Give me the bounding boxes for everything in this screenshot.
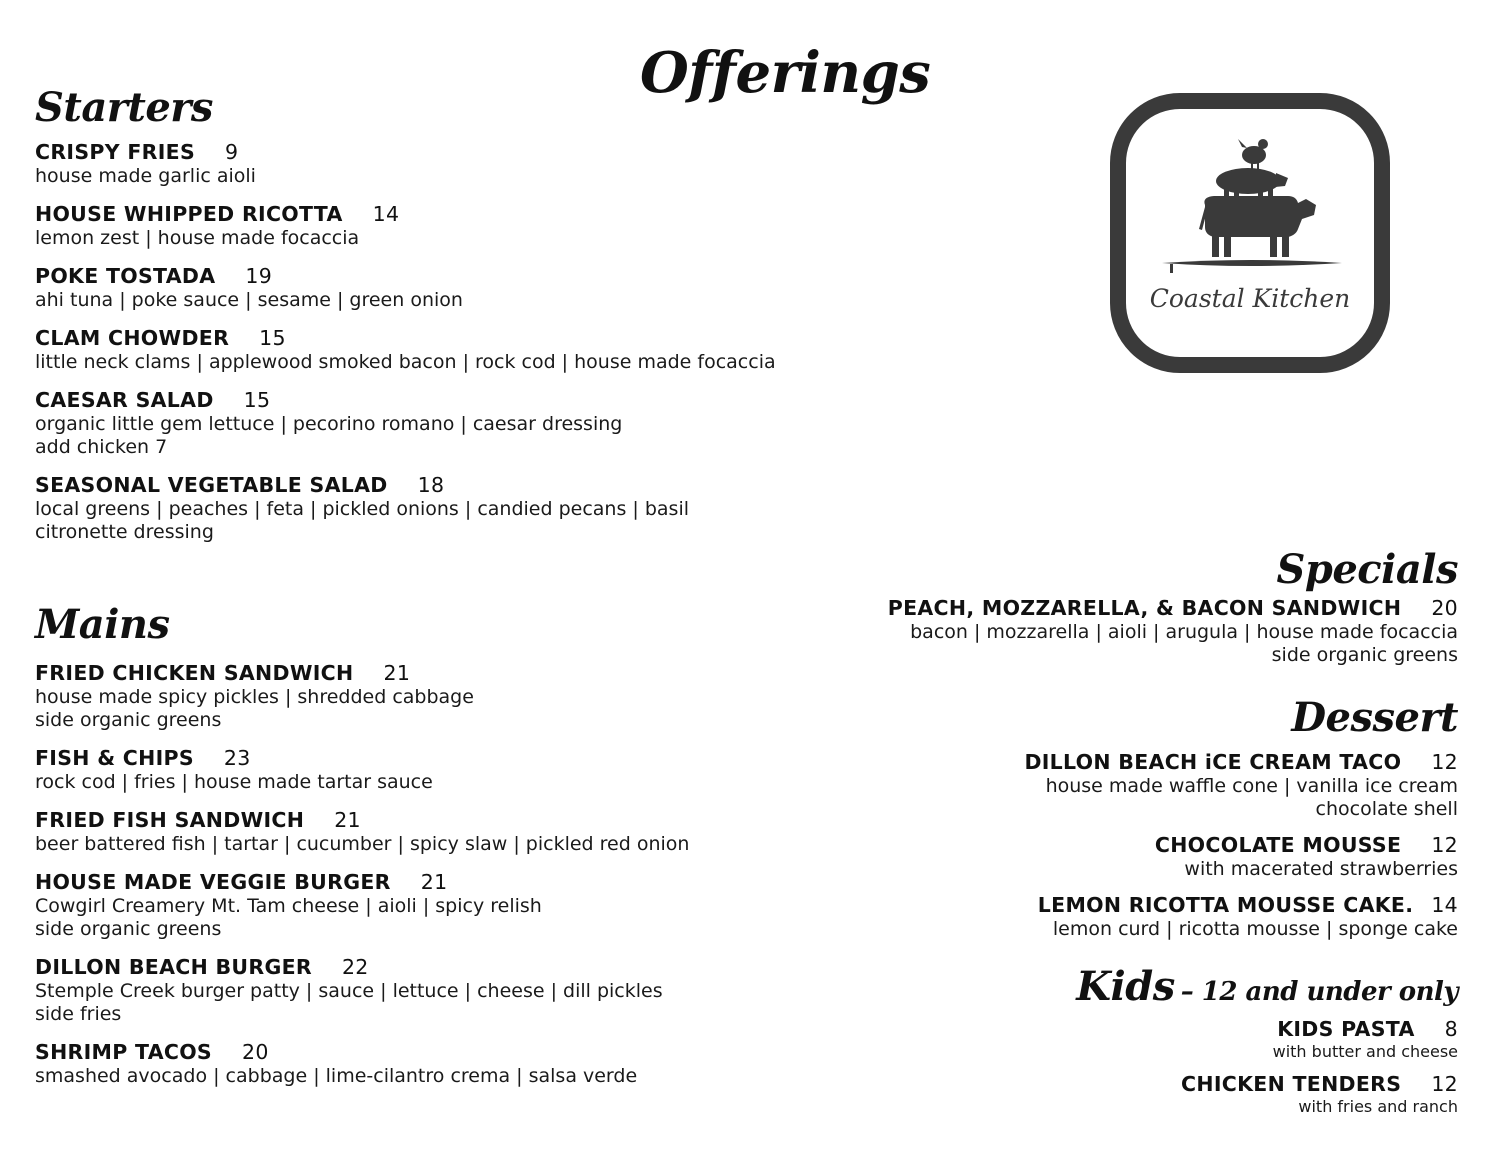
item-name: DILLON BEACH iCE CREAM TACO <box>1024 750 1402 774</box>
item-name: FRIED FISH SANDWICH <box>35 808 305 832</box>
kids-heading <box>698 963 1458 1010</box>
item-description: with macerated strawberries <box>1184 858 1458 880</box>
item-name: CLAM CHOWDER <box>35 326 230 350</box>
item-price: 21 <box>334 808 361 832</box>
item-description: beer battered fish | tartar | cucumber | spicy slaw | pickled red onion <box>35 833 690 855</box>
item-description: organic little gem lettuce | pecorino romano | caesar dressing <box>35 413 623 435</box>
item-description: rock cod | fries | house made tartar sauce <box>35 771 433 793</box>
item-price: 12 <box>1431 1072 1458 1096</box>
specials-section <box>698 546 1458 667</box>
item-price: 22 <box>341 955 369 979</box>
dessert-heading: Dessert <box>1291 694 1458 741</box>
kids-section <box>698 963 1458 1127</box>
item-description: lemon zest | house made focaccia <box>35 227 360 249</box>
item-price: 12 <box>1431 833 1458 857</box>
item-name: CHICKEN TENDERS <box>1181 1072 1402 1096</box>
menu-item <box>698 893 1458 941</box>
item-description: local greens | peaches | feta | pickled onions | candied pecans | basil <box>35 498 689 520</box>
item-price: 14 <box>1431 893 1458 917</box>
item-price: 23 <box>223 746 251 770</box>
item-price: 8 <box>1444 1017 1458 1041</box>
item-description: house made spicy pickles | shredded cabbage <box>35 686 474 708</box>
starters-section <box>35 84 995 544</box>
item-price: 20 <box>1431 596 1458 620</box>
item-price: 12 <box>1431 750 1458 774</box>
item-name: PEACH, MOZZARELLA, & BACON SANDWICH <box>887 596 1402 620</box>
item-description: ahi tuna | poke sauce | sesame | green onion <box>35 289 463 311</box>
item-description: citronette dressing <box>35 521 214 543</box>
kids-subheading: – 12 and under only <box>1180 977 1458 1007</box>
item-description: with fries and ranch <box>1298 1097 1458 1116</box>
item-name: SEASONAL VEGETABLE SALAD <box>35 473 388 497</box>
item-name: CRISPY FRIES <box>35 140 196 164</box>
menu-item <box>35 202 995 250</box>
item-name: SHRIMP TACOS <box>35 1040 212 1064</box>
item-price: 18 <box>417 473 445 497</box>
item-name: CHOCOLATE MOUSSE <box>1154 833 1402 857</box>
menu-item <box>35 264 995 312</box>
page-title: Offerings <box>640 40 931 106</box>
item-description: side fries <box>35 1003 122 1025</box>
farm-animals-surfboard-icon <box>1110 93 1390 373</box>
dessert-section <box>698 694 1458 953</box>
logo-text: Coastal Kitchen <box>1149 284 1351 313</box>
item-price: 19 <box>245 264 273 288</box>
item-description: Cowgirl Creamery Mt. Tam cheese | aioli | spicy relish <box>35 895 542 917</box>
menu-item <box>35 140 995 188</box>
item-description: add chicken 7 <box>35 436 168 458</box>
item-price: 9 <box>225 140 239 164</box>
item-description: with butter and cheese <box>1272 1042 1458 1061</box>
starters-heading: Starters <box>35 84 213 131</box>
item-description: house made waffle cone | vanilla ice cream <box>1045 775 1458 797</box>
menu-item <box>698 1072 1458 1117</box>
specials-heading: Specials <box>1276 546 1458 593</box>
item-name: DILLON BEACH BURGER <box>35 955 312 979</box>
item-price: 21 <box>383 661 411 685</box>
mains-heading: Mains <box>35 601 170 648</box>
item-price: 15 <box>259 326 286 350</box>
item-name: FRIED CHICKEN SANDWICH <box>35 661 354 685</box>
item-description: Stemple Creek burger patty | sauce | lettuce | cheese | dill pickles <box>35 980 663 1002</box>
item-name: HOUSE WHIPPED RICOTTA <box>35 202 343 226</box>
item-description: side organic greens <box>35 709 222 731</box>
menu-item <box>698 596 1458 667</box>
item-description: chocolate shell <box>1315 798 1458 820</box>
item-price: 20 <box>242 1040 269 1064</box>
item-description: bacon | mozzarella | aioli | arugula | house made focaccia <box>910 621 1458 643</box>
item-description: house made garlic aioli <box>35 165 256 187</box>
kids-heading-title: Kids <box>1076 963 1175 1010</box>
item-name: KIDS PASTA <box>1277 1017 1415 1041</box>
item-name: FISH & CHIPS <box>35 746 194 770</box>
item-name: LEMON RICOTTA MOUSSE CAKE. <box>1037 893 1414 917</box>
coastal-kitchen-logo <box>1110 93 1390 373</box>
item-description: little neck clams | applewood smoked bacon | rock cod | house made focaccia <box>35 351 776 373</box>
menu-item <box>35 326 995 374</box>
item-description: smashed avocado | cabbage | lime-cilantro crema | salsa verde <box>35 1065 638 1087</box>
menu-item <box>35 473 995 544</box>
item-name: POKE TOSTADA <box>35 264 216 288</box>
item-description: side organic greens <box>35 918 222 940</box>
item-description: lemon curd | ricotta mousse | sponge cake <box>1052 918 1458 940</box>
item-price: 14 <box>372 202 400 226</box>
menu-item <box>35 388 995 459</box>
menu-item <box>698 1017 1458 1062</box>
item-price: 15 <box>243 388 271 412</box>
menu-item <box>698 750 1458 821</box>
item-price: 21 <box>420 870 448 894</box>
item-description: side organic greens <box>1271 644 1458 666</box>
item-name: CAESAR SALAD <box>35 388 214 412</box>
item-name: HOUSE MADE VEGGIE BURGER <box>35 870 391 894</box>
menu-item <box>698 833 1458 881</box>
